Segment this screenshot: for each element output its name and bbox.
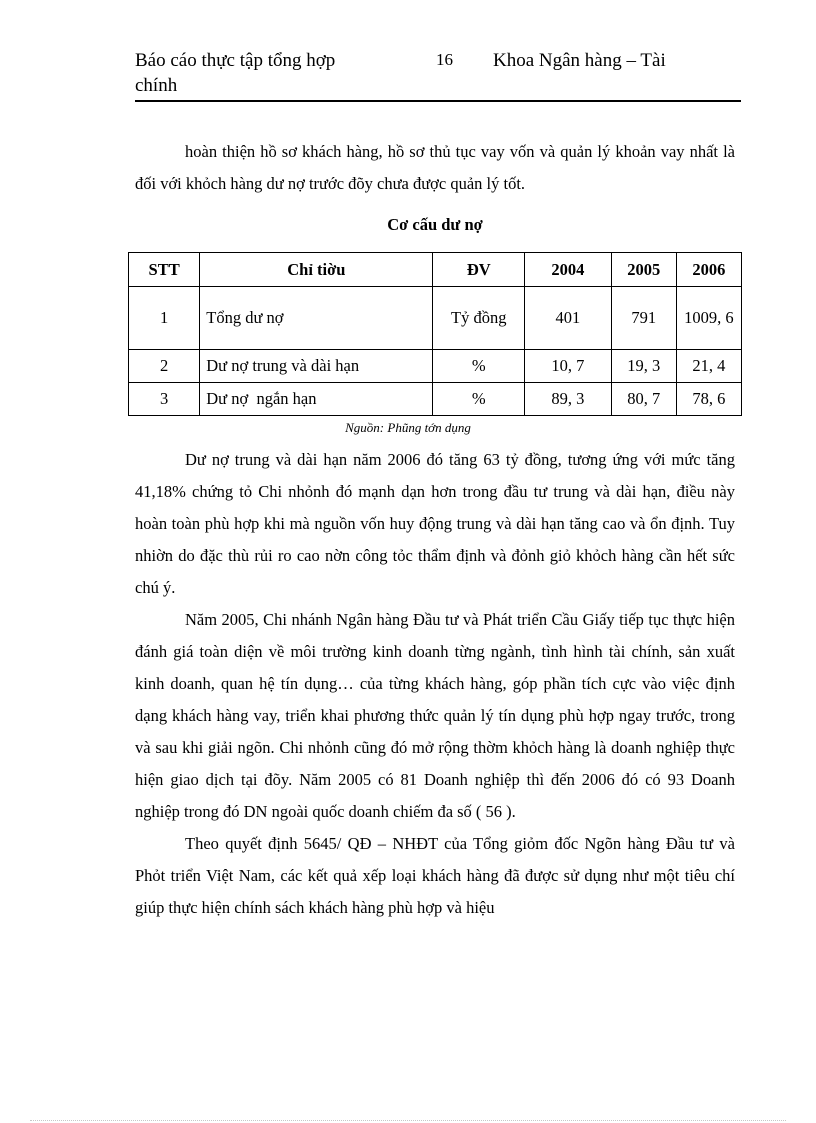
table-source-note: Nguồn: Phũng tớn dụng <box>345 420 471 435</box>
header-report-title: Báo cáo thực tập tổng hợp chính <box>135 50 336 96</box>
table-row <box>129 287 742 350</box>
page-header <box>135 48 741 102</box>
header-cell-2005: 2005 <box>611 253 676 287</box>
paragraph-decision-5645: Theo quyết định 5645/ QĐ – NHĐT của Tổng giỏm đốc Ngõn hàng Đầu tư và Phỏt triển Việt Nam, các kết quả xếp loại khách hàng đã được sử dụng như một tiêu chí giúp thực hiện chính sách khách hàng phù hợp và hiệu <box>135 834 735 917</box>
paragraph-medium-long-term-debt: Dư nợ trung và dài hạn năm 2006 đó tăng 63 tỷ đồng, tương ứng với mức tăng 41,18% chứng tỏ Chi nhỏnh đó mạnh dạn hơn trong đầu tư trung và dài hạn, điều này hoàn toàn phù hợp khi mà nguồn vốn huy động trung và dài hạn tăng cao và ổn định. Tuy nhiờn do đặc thù rủi ro cao nờn công tỏc thẩm định và đỏnh giỏ khỏch hàng cần hết sức chú ý. <box>135 450 735 597</box>
table-header-row <box>129 253 742 287</box>
table-cell: 1 <box>129 287 200 350</box>
table-cell: 1009, 6 <box>676 287 741 350</box>
table-cell: % <box>433 383 525 416</box>
table-cell: % <box>433 350 525 383</box>
table-cell: 21, 4 <box>676 350 741 383</box>
intro-paragraph: hoàn thiện hồ sơ khách hàng, hồ sơ thủ tục vay vốn và quản lý khoản vay nhất là đối với khỏch hàng dư nợ trước đõy chưa được quản lý tốt. <box>135 142 735 193</box>
paragraph-2005-assessment: Năm 2005, Chi nhánh Ngân hàng Đầu tư và Phát triển Cầu Giấy tiếp tục thực hiện đánh giá toàn diện về môi trường kinh doanh từng ngành, tình hình tài chính, sản xuất kinh doanh, quan hệ tín dụng… của từng khách hàng, góp phần tích cực vào việc định dạng khách hàng vay, triển khai phương thức quản lý tín dụng phù hợp ngay trước, trong và sau khi giải ngõn. Chi nhỏnh cũng đó mở rộng thờm khỏch hàng là doanh nghiệp thực hiện giao dịch tại đõy. Năm 2005 có 81 Doanh nghiệp thì đến 2006 đó có 93 Doanh nghiệp trong đó DN ngoài quốc doanh chiếm đa số ( 56 ). <box>135 610 735 821</box>
page-bottom-divider <box>30 1120 786 1121</box>
header-cell-2004: 2004 <box>525 253 612 287</box>
table-cell: 19, 3 <box>611 350 676 383</box>
table-cell: 78, 6 <box>676 383 741 416</box>
table-cell: Tỷ đồng <box>433 287 525 350</box>
table-cell: Tổng dư nợ <box>200 287 433 350</box>
header-cell-indicator: Chỉ tiờu <box>200 253 433 287</box>
table-row <box>129 350 742 383</box>
table-cell: 791 <box>611 287 676 350</box>
debt-structure-table <box>128 252 742 416</box>
table-cell: Dư nợ ngắn hạn <box>200 383 433 416</box>
table-cell: 89, 3 <box>525 383 612 416</box>
table-cell: 80, 7 <box>611 383 676 416</box>
table-cell: 3 <box>129 383 200 416</box>
table-cell: 401 <box>525 287 612 350</box>
table-cell: 2 <box>129 350 200 383</box>
table-title: Cơ cấu dư nợ <box>387 215 483 234</box>
header-cell-stt: STT <box>129 253 200 287</box>
table-cell: Dư nợ trung và dài hạn <box>200 350 433 383</box>
page-number: 16 <box>436 50 453 69</box>
body-paragraphs <box>135 444 735 924</box>
header-faculty: Khoa Ngân hàng – Tài <box>493 50 666 71</box>
header-cell-2006: 2006 <box>676 253 741 287</box>
table-row <box>129 383 742 416</box>
table-cell: 10, 7 <box>525 350 612 383</box>
header-cell-unit: ĐV <box>433 253 525 287</box>
